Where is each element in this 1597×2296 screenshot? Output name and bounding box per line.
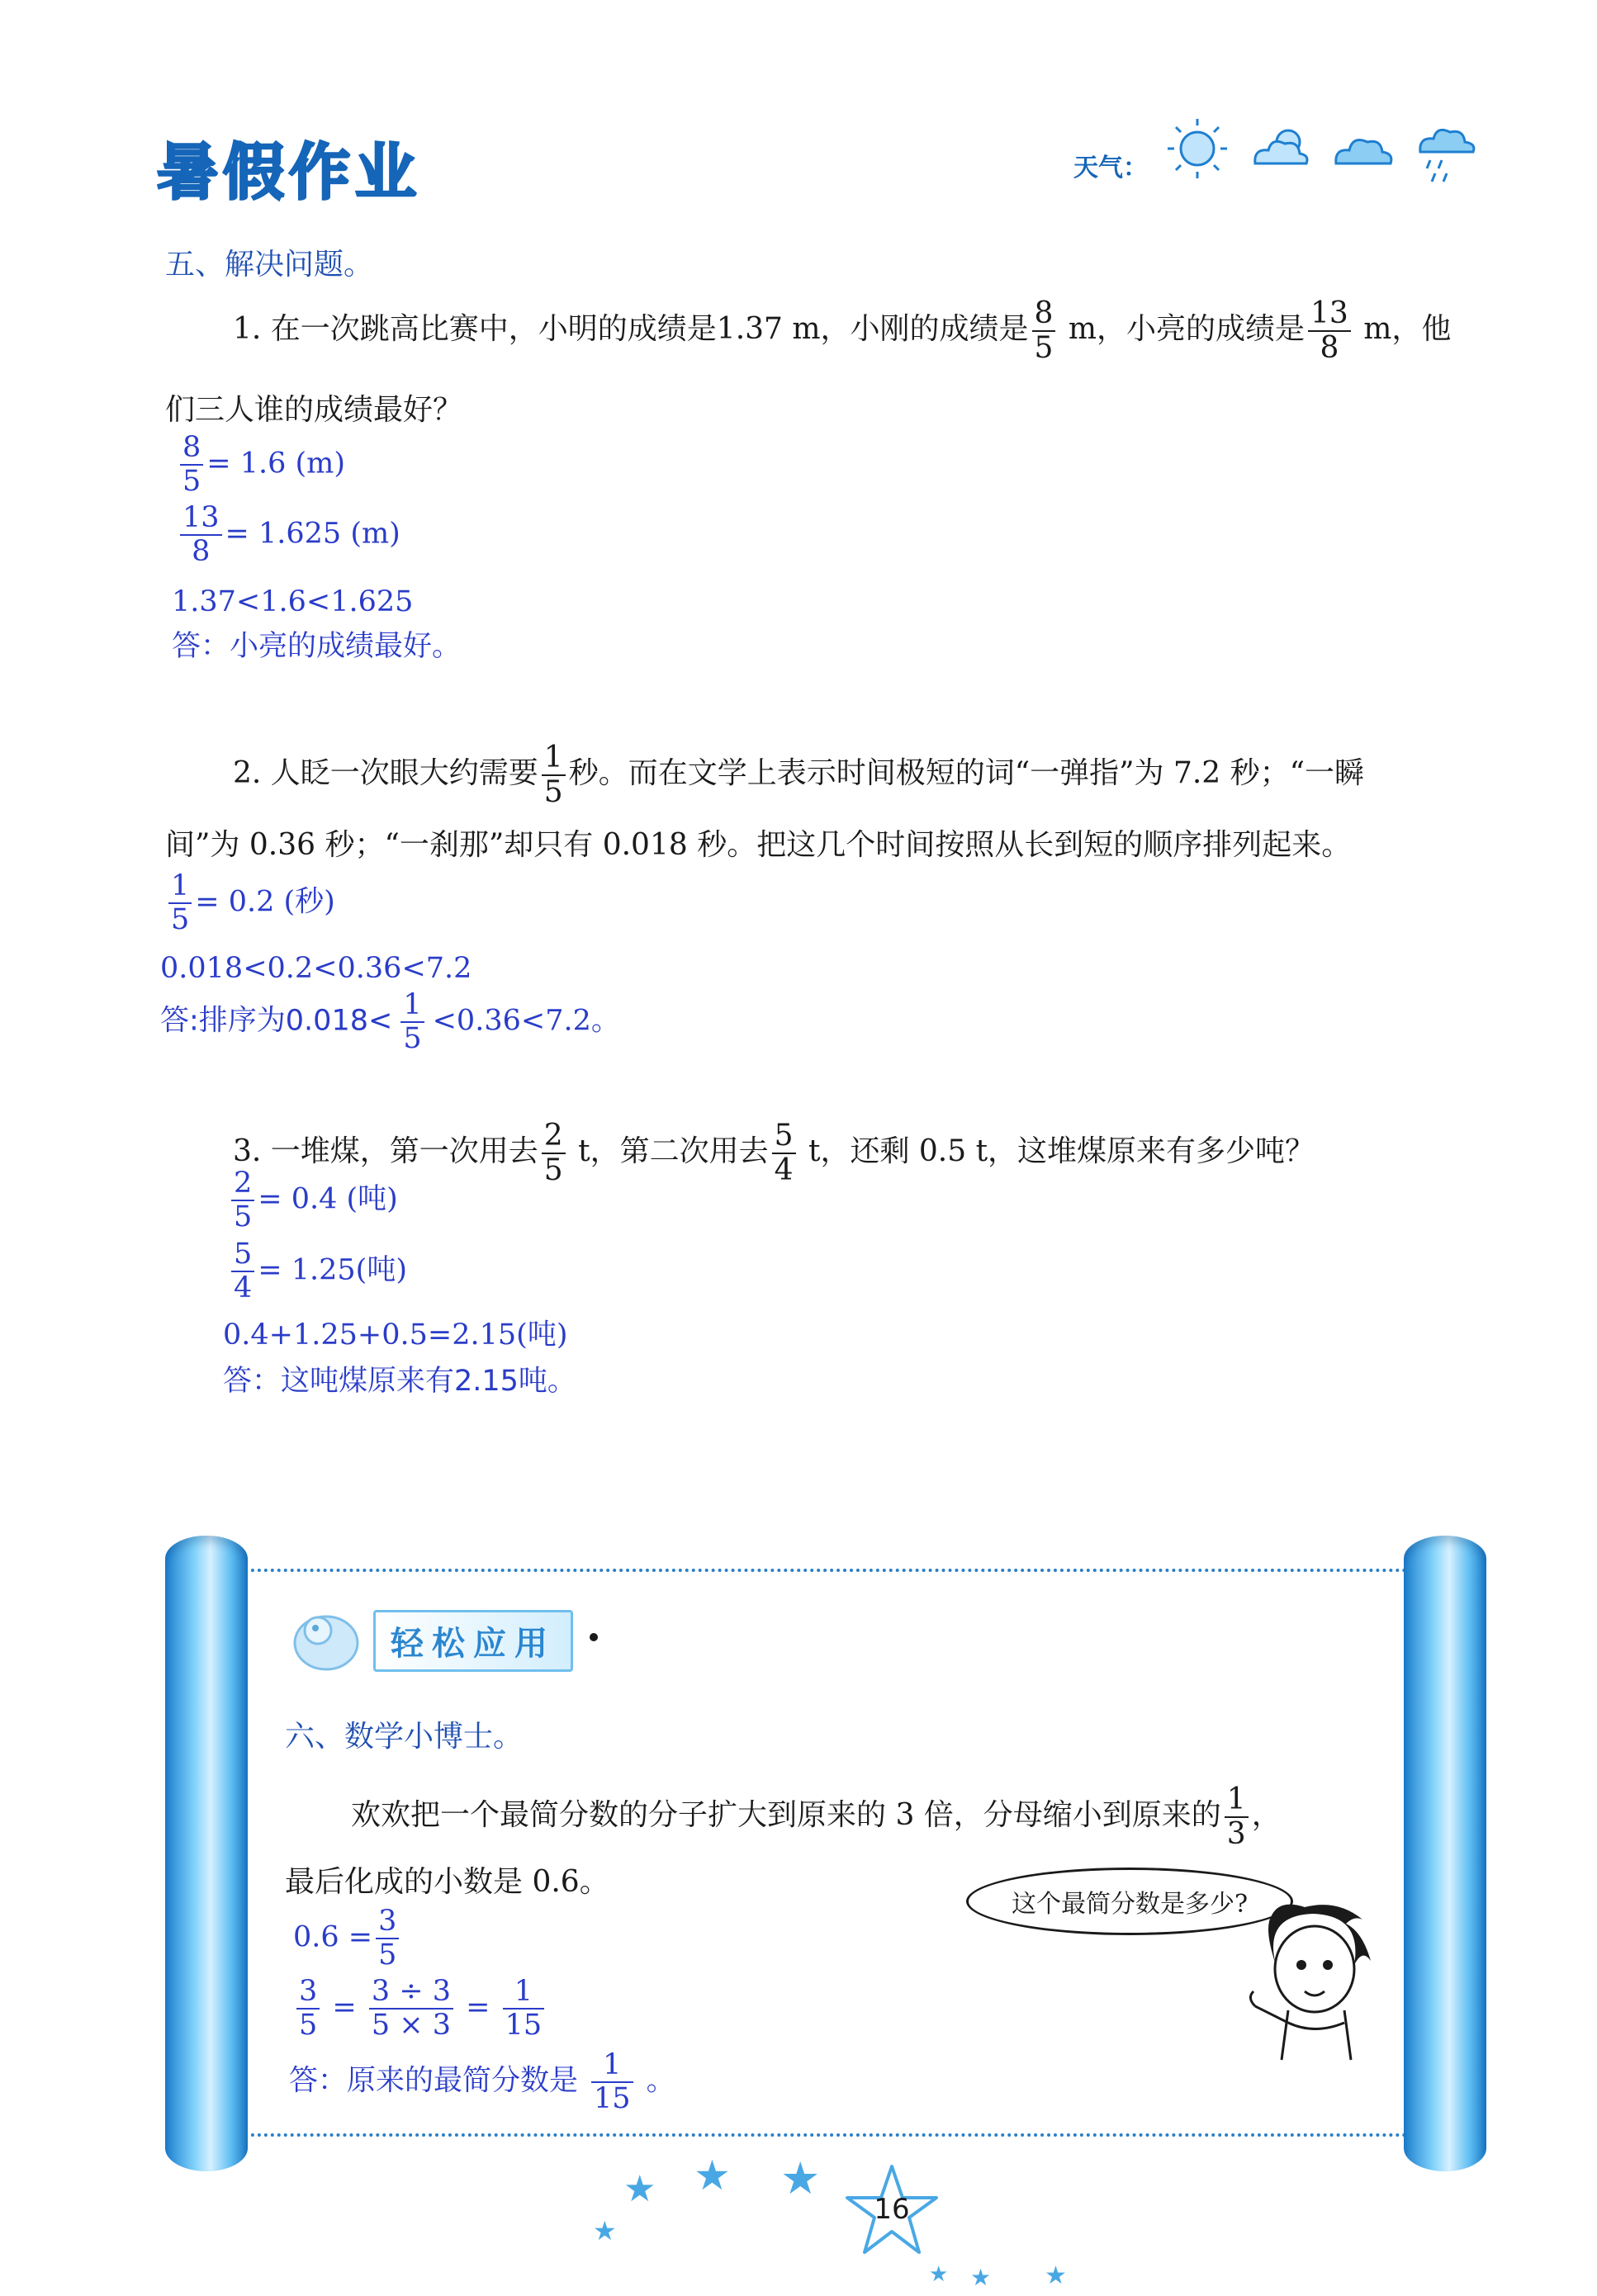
question-2-line2: 间”为 0.36 秒；“一刹那”却只有 0.018 秒。把这几个时间按照从长到短的顺序排列起来。 xyxy=(165,828,1352,862)
scroll-left-roll xyxy=(165,1536,248,2171)
weather-icons xyxy=(1164,116,1486,198)
answer-2-step2: 0.018<0.2<0.36<7.2 xyxy=(160,952,472,985)
answer-3-conclusion: 答：这吨煤原来有2.15吨。 xyxy=(223,1365,576,1398)
answer-1-step2: $\frac{13}{8}$ = 1.625 (m) xyxy=(177,504,400,566)
answer-1-step1: $\frac{8}{5}$ = 1.6 (m) xyxy=(177,433,345,496)
star-icon: ★ xyxy=(593,2215,617,2246)
star-icon: ★ xyxy=(929,2262,949,2287)
weather-label: 天气： xyxy=(1073,154,1148,182)
answer-3-step2: $\frac{5}{4}$ = 1.25(吨) xyxy=(228,1240,407,1303)
star-icon: ★ xyxy=(1045,2261,1067,2290)
mascot-icon xyxy=(281,1593,372,1676)
star-icon: ★ xyxy=(623,2168,656,2210)
star-icon: ★ xyxy=(694,2152,731,2199)
answer-3-step1: $\frac{2}{5}$ = 0.4 (吨) xyxy=(228,1169,398,1232)
section-6-title: 六、数学小博士。 xyxy=(285,1720,524,1754)
banner-dot xyxy=(590,1633,598,1641)
speech-bubble: 这个最简分数是多少? xyxy=(966,1868,1293,1935)
rain-icon xyxy=(1420,130,1474,182)
answer-1-conclusion: 答：小亮的成绩最好。 xyxy=(172,630,462,663)
question-2-line1: 2. 人眨一次眼大约需要 $\frac{1}{5}$ 秒。而在文学上表示时间极短的词“一弹指”为 7.2 秒；“一瞬 xyxy=(233,741,1365,809)
answer-6-step2: $\frac{3}{5}$ = $\frac{3 \div 3}{5 \times 3}$ = $\frac{1}{15}$ xyxy=(293,1977,547,2040)
partly-cloudy-icon xyxy=(1255,130,1307,163)
question-6-line1: 欢欢把一个最简分数的分子扩大到原来的 3 倍，分母缩小到原来的 $\frac{1}{3}$ ， xyxy=(351,1782,1282,1851)
question-3: 3. 一堆煤，第一次用去 $\frac{2}{5}$ t，第二次用去 $\frac{5}{4}$ t，还剩 0.5 t，这堆煤原来有多少吨？ xyxy=(233,1119,1315,1187)
page-title: 暑假作业 xyxy=(157,137,421,208)
section-5-title: 五、解决问题。 xyxy=(165,248,374,282)
scroll-right-roll xyxy=(1404,1536,1486,2171)
sun-icon xyxy=(1168,119,1227,178)
cloud-icon xyxy=(1336,140,1391,163)
question-6-line2: 最后化成的小数是 0.6。 xyxy=(285,1865,609,1899)
answer-3-step3: 0.4+1.25+0.5=2.15(吨) xyxy=(223,1318,568,1352)
answer-6-step1: 0.6 = $\frac{3}{5}$ xyxy=(293,1907,402,1970)
answer-6-conclusion: 答：原来的最简分数是 $\frac{1}{15}$ 。 xyxy=(289,2048,675,2115)
star-icon: ★ xyxy=(970,2264,992,2291)
question-1-line1: 1. 在一次跳高比赛中，小明的成绩是1.37 m，小刚的成绩是 $\frac{8}{5}$ m，小亮的成绩是 $\frac{13}{8}$ m，他 xyxy=(233,296,1452,365)
question-1-line2: 们三人谁的成绩最好？ xyxy=(165,393,463,427)
star-icon: ★ xyxy=(780,2152,821,2204)
cartoon-boy-icon xyxy=(1239,1899,1387,2064)
answer-1-step3: 1.37<1.6<1.625 xyxy=(172,585,414,618)
answer-2-conclusion: 答:排序为0.018< $\frac{1}{5}$ <0.36<7.2。 xyxy=(160,988,620,1055)
page-number: 16 xyxy=(874,2193,910,2226)
answer-2-step1: $\frac{1}{5}$ = 0.2 (秒) xyxy=(165,872,335,935)
banner-label: 轻松应用 xyxy=(373,1610,573,1672)
